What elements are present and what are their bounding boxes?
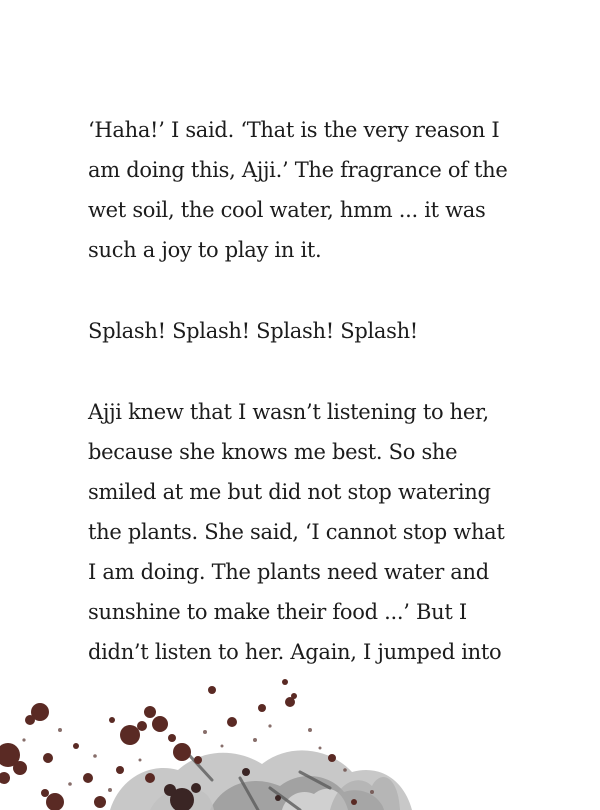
text-line: am doing this, Ajji.’ The fragrance of the [88, 158, 508, 182]
text-line: the plants. She said, ‘I cannot stop what [88, 520, 505, 544]
story-text [88, 110, 528, 672]
text-line: I am doing. The plants need water and [88, 560, 489, 584]
paragraph-gap [88, 351, 528, 392]
watercolor-splash-illustration [0, 660, 600, 810]
text-line: Ajji knew that I wasn’t listening to her, [88, 400, 489, 424]
text-line: sunshine to make their food ...’ But I [88, 600, 467, 624]
text-line: didn’t listen to her. Again, I jumped into [88, 640, 502, 664]
paragraph-2 [88, 311, 528, 351]
paragraph-3 [88, 392, 528, 672]
text-line: ‘Haha!’ I said. ‘That is the very reason I [88, 118, 500, 142]
gray-wash [110, 750, 412, 810]
text-line: smiled at me but did not stop watering [88, 480, 491, 504]
text-line: because she knows me best. So she [88, 440, 458, 464]
paragraph-gap [88, 270, 528, 311]
paragraph-1 [88, 110, 528, 270]
text-line: such a joy to play in it. [88, 238, 322, 262]
text-line: wet soil, the cool water, hmm ... it was [88, 198, 486, 222]
text-line: Splash! Splash! Splash! Splash! [88, 319, 418, 343]
